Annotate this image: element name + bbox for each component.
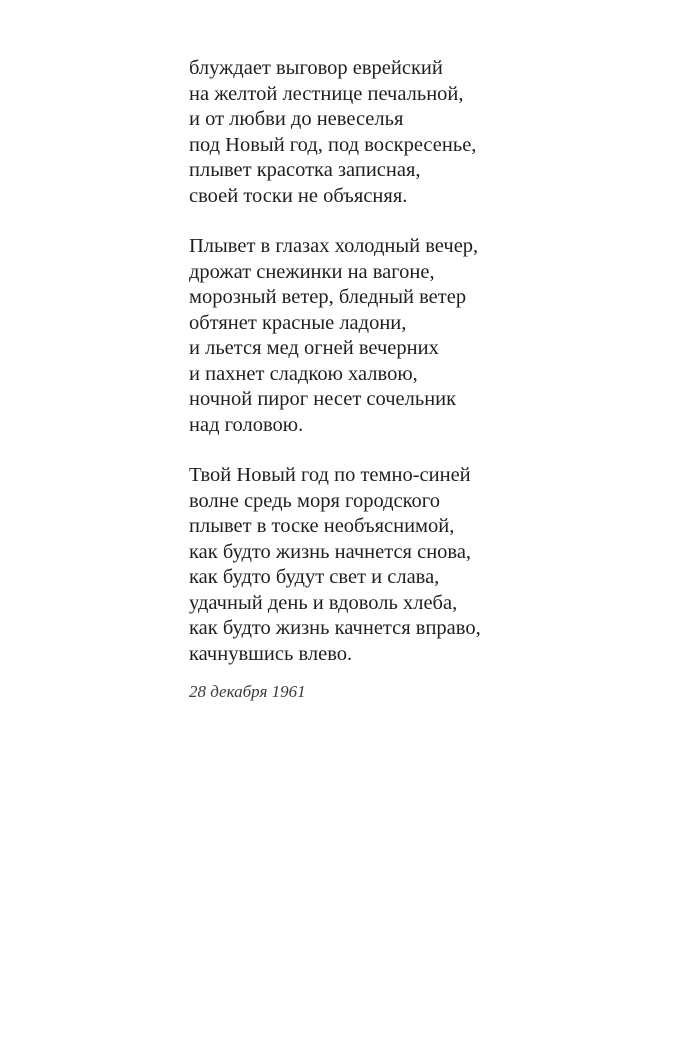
poem-line: как будто будут свет и слава, (189, 566, 440, 588)
poem-date: 28 декабря 1961 (189, 682, 306, 701)
poem-line: плывет в тоске необъяснимой, (189, 515, 455, 537)
stanza-3 (189, 463, 649, 667)
poem-line: дрожат снежинки на вагоне, (189, 260, 435, 283)
poem-line: волне средь моря городского (189, 489, 440, 512)
poem-line: ночной пирог несет сочельник (189, 388, 457, 410)
poem-line: качнувшись влево. (189, 642, 353, 665)
poem-line: и льется мед огней вечерних (189, 337, 439, 359)
poem-line: под Новый год, под воскресенье, (189, 133, 477, 156)
poem-line: и пахнет сладкою халвою, (189, 362, 418, 385)
poem-line: плывет красотка записная, (189, 159, 421, 181)
poem-page (189, 56, 649, 703)
poem-line: морозный ветер, бледный ветер (189, 286, 467, 308)
poem-line: удачный день и вдоволь хлеба, (189, 591, 458, 614)
poem-line: Плывет в глазах холодный вечер, (189, 235, 479, 257)
poem-line: блуждает выговор еврейский (189, 57, 443, 79)
poem-line: и от любви до невеселья (189, 108, 404, 130)
poem-line: Твой Новый год по темно-синей (189, 464, 471, 486)
poem-line: над головою. (189, 413, 304, 436)
poem-line: обтянет красные ладони, (189, 311, 407, 334)
stanza-1 (189, 56, 649, 209)
poem-line: на желтой лестнице печальной, (189, 82, 464, 105)
poem-line: своей тоски не объясняя. (189, 184, 408, 207)
stanza-2 (189, 234, 649, 438)
poem-line: как будто жизнь начнется снова, (189, 540, 472, 563)
poem-line: как будто жизнь качнется вправо, (189, 617, 481, 639)
